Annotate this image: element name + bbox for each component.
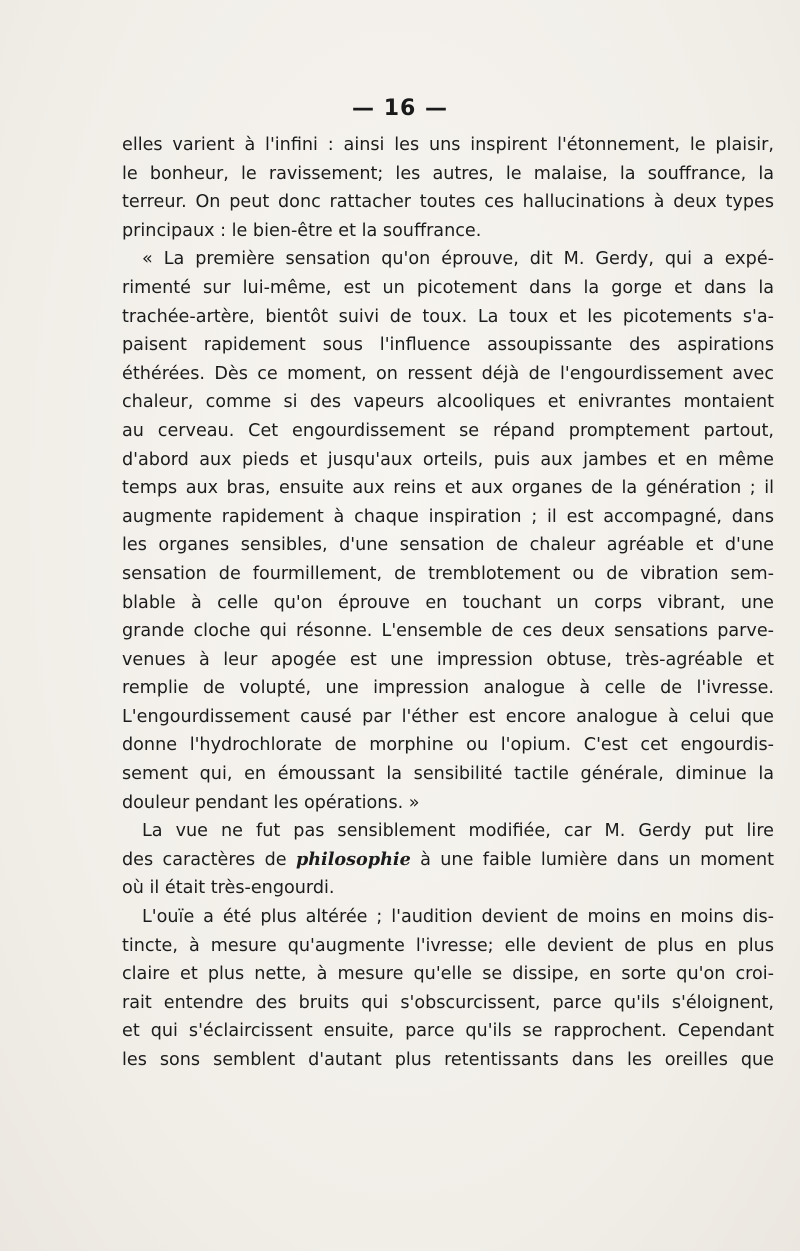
text-line: remplie de volupté, une impression analogue à celle de l'ivresse.: [122, 678, 774, 699]
text-line: « La première sensation qu'on éprouve, dit M. Gerdy, qui a expé-: [142, 249, 774, 270]
text-segment: des caractères de: [122, 849, 296, 870]
text-line: au cerveau. Cet engourdissement se répand promptement partout,: [122, 420, 774, 441]
italic-word: philosophie: [295, 848, 411, 870]
text-line: rait entendre des bruits qui s'obscurcissent, parce qu'ils s'éloignent,: [122, 992, 774, 1013]
text-line: blable à celle qu'on éprouve en touchant un corps vibrant, une: [122, 592, 774, 613]
text-line: trachée-artère, bientôt suivi de toux. La toux et les picotements s'a-: [122, 306, 774, 327]
text-line: L'engourdissement causé par l'éther est encore analogue à celui que: [122, 706, 774, 727]
text-line: sement qui, en émoussant la sensibilité tactile générale, diminue la: [122, 764, 774, 785]
text-line: sensation de fourmillement, de tremblotement ou de vibration sem-: [122, 563, 774, 584]
text-line: grande cloche qui résonne. L'ensemble de ces deux sensations parve-: [122, 621, 774, 642]
text-line: chaleur, comme si des vapeurs alcooliques et enivrantes montaient: [122, 392, 774, 413]
text-line: venues à leur apogée est une impression obtuse, très-agréable et: [122, 649, 774, 670]
text-line: augmente rapidement à chaque inspiration ; il est accompagné, dans: [122, 506, 774, 527]
text-line: où il était très-engourdi.: [122, 878, 335, 899]
text-line: et qui s'éclaircissent ensuite, parce qu'ils se rapprochent. Cependant: [122, 1021, 774, 1042]
text-line: principaux : le bien-être et la souffrance.: [122, 220, 482, 241]
text-line: terreur. On peut donc rattacher toutes ces hallucinations à deux types: [122, 192, 774, 213]
text-line: elles varient à l'infini : ainsi les uns inspirent l'étonnement, le plaisir,: [122, 135, 774, 155]
page-number: — 16 —: [352, 96, 448, 121]
text-line: éthérées. Dès ce moment, on ressent déjà de l'engourdissement avec: [122, 363, 774, 384]
text-line: La vue ne fut pas sensiblement modifiée, car M. Gerdy put lire: [142, 821, 774, 842]
text-line: L'ouïe a été plus altérée ; l'audition devient de moins en moins dis-: [142, 907, 774, 928]
text-line: douleur pendant les opérations. »: [122, 792, 420, 813]
text-line: le bonheur, le ravissement; les autres, le malaise, la souffrance, la: [122, 163, 774, 184]
body-text: [122, 131, 774, 1075]
text-line: rimenté sur lui-même, est un picotement dans la gorge et dans la: [122, 277, 774, 298]
text-line-with-italic: [122, 846, 774, 875]
text-line: temps aux bras, ensuite aux reins et aux organes de la génération ; il: [122, 478, 774, 499]
text-line: donne l'hydrochlorate de morphine ou l'opium. C'est cet engourdis-: [122, 735, 774, 756]
text-line: d'abord aux pieds et jusqu'aux orteils, puis aux jambes et en même: [122, 449, 774, 470]
text-line: claire et plus nette, à mesure qu'elle se dissipe, en sorte qu'on croi-: [122, 964, 774, 985]
text-line: paisent rapidement sous l'influence assoupissante des aspirations: [122, 335, 774, 356]
text-segment: à une faible lumière dans un moment: [410, 849, 774, 870]
text-line: les sons semblent d'autant plus retentissants dans les oreilles que: [122, 1050, 774, 1070]
text-line: tincte, à mesure qu'augmente l'ivresse; elle devient de plus en plus: [122, 935, 774, 956]
text-line: les organes sensibles, d'une sensation de chaleur agréable et d'une: [122, 535, 774, 556]
